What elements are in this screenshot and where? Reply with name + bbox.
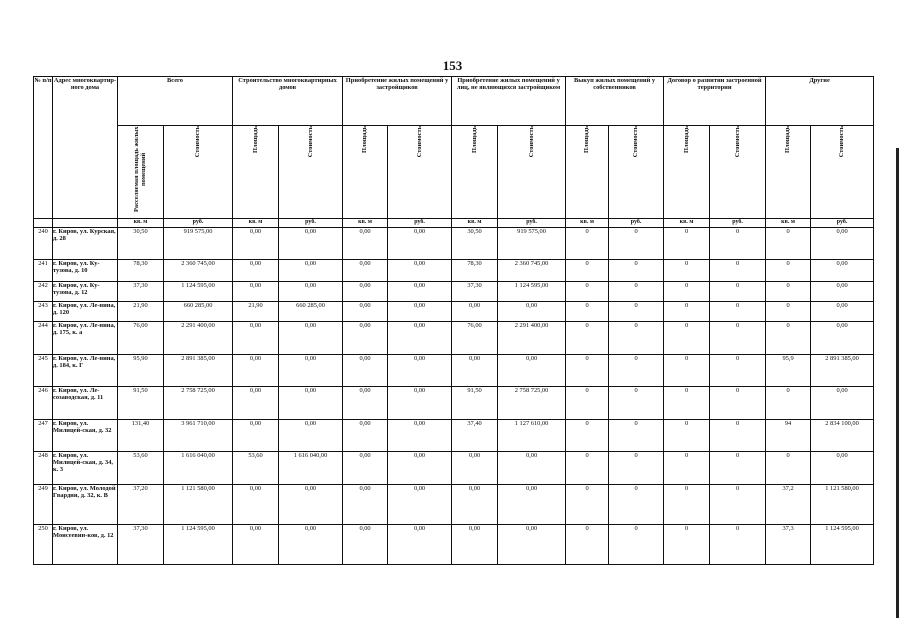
cost-cell: 0,00 [279, 282, 343, 302]
area-cell: 0 [766, 387, 811, 420]
area-cell: 0 [664, 302, 710, 322]
cost-cell: 0 [609, 485, 664, 525]
cost-cell: 0,00 [498, 302, 566, 322]
subheader-label: Стоимость [733, 126, 741, 158]
cost-cell: 1 121 580,00 [164, 485, 233, 525]
table-row [34, 355, 874, 387]
cost-cell: 0 [710, 452, 766, 485]
subheader-label: Стоимость [306, 126, 314, 158]
cost-cell: 0,00 [388, 355, 452, 387]
unit-cell-empty [53, 219, 118, 228]
header-other: Другие [766, 77, 874, 126]
unit-cell: кв. м [233, 219, 279, 228]
header-total: Всего [118, 77, 233, 126]
page-edge-bar [896, 148, 899, 618]
area-cell: 0 [664, 452, 710, 485]
area-cell: 37,20 [118, 485, 164, 525]
area-cell: 0 [566, 228, 609, 260]
area-cell: 0 [566, 387, 609, 420]
area-cell: 0,00 [343, 387, 388, 420]
cost-cell: 0 [609, 420, 664, 452]
subheader-label: Площадь [583, 126, 591, 153]
subheader-cost [388, 126, 452, 219]
row-address: г. Киров, ул. Курская, д. 28 [53, 228, 118, 260]
area-cell: 0,00 [452, 525, 498, 565]
area-cell: 0,00 [233, 485, 279, 525]
cost-cell: 1 124 595,00 [498, 282, 566, 302]
cost-cell: 0,00 [388, 322, 452, 355]
subheader-area [343, 126, 388, 219]
row-address: г. Киров, ул. Молодой Гвардии, д. 32, к. В [53, 485, 118, 525]
cost-cell: 0,00 [388, 260, 452, 282]
table-row [34, 260, 874, 282]
cost-cell: 2 291 400,00 [164, 322, 233, 355]
row-number: 242 [34, 282, 53, 302]
cost-cell: 0,00 [279, 420, 343, 452]
area-cell: 0 [566, 282, 609, 302]
area-cell: 0 [566, 452, 609, 485]
header-acq-developers: Приобретение жилых помещений у застройщиков [343, 77, 452, 126]
area-cell: 0 [766, 322, 811, 355]
cost-cell: 0,00 [388, 282, 452, 302]
area-cell: 0,00 [233, 387, 279, 420]
area-cell: 37,30 [452, 282, 498, 302]
unit-cell: кв. м [664, 219, 710, 228]
subheader-area [766, 126, 811, 219]
area-cell: 37,30 [118, 282, 164, 302]
cost-cell: 0,00 [388, 485, 452, 525]
row-address: г. Киров, ул. Ле-нина, д. 175, к. а [53, 322, 118, 355]
area-cell: 30,50 [452, 228, 498, 260]
row-address: г. Киров, ул. Милицей-ская, д. 32 [53, 420, 118, 452]
cost-cell: 0 [710, 387, 766, 420]
table-row [34, 387, 874, 420]
cost-cell: 0,00 [388, 228, 452, 260]
cost-cell: 1 124 595,00 [164, 282, 233, 302]
unit-cell: кв. м [118, 219, 164, 228]
area-cell: 76,00 [118, 322, 164, 355]
cost-cell: 0 [710, 228, 766, 260]
area-cell: 0,00 [452, 355, 498, 387]
area-cell: 21,90 [118, 302, 164, 322]
area-cell: 53,60 [233, 452, 279, 485]
subheader-label: Расселяемая площадь жилых помещений [133, 126, 148, 212]
area-cell: 0 [566, 420, 609, 452]
subheader-label: Площадь [784, 126, 792, 153]
area-cell: 53,60 [118, 452, 164, 485]
cost-cell: 0 [609, 282, 664, 302]
cost-cell: 1 124 595,00 [811, 525, 874, 565]
cost-cell: 0,00 [279, 525, 343, 565]
unit-cell: руб. [279, 219, 343, 228]
area-cell: 37,30 [118, 525, 164, 565]
cost-cell: 0,00 [279, 387, 343, 420]
area-cell: 0 [664, 485, 710, 525]
row-address: г. Киров, ул. Моисеевин-ков, д. 12 [53, 525, 118, 565]
unit-cell: руб. [710, 219, 766, 228]
unit-cell: кв. м [566, 219, 609, 228]
row-address: г. Киров, ул. Ку-тузова, д. 12 [53, 282, 118, 302]
row-number: 249 [34, 485, 53, 525]
subheader-area [664, 126, 710, 219]
subheader-label: Стоимость [527, 126, 535, 158]
subheader-cost [279, 126, 343, 219]
area-cell: 0 [566, 302, 609, 322]
subheader-label: Площадь [470, 126, 478, 153]
cost-cell: 1 616 040,00 [279, 452, 343, 485]
row-address: г. Киров, ул. Ку-тузова, д. 10 [53, 260, 118, 282]
subheader-cost [609, 126, 664, 219]
area-cell: 0 [664, 322, 710, 355]
area-cell: 0 [766, 260, 811, 282]
row-number: 245 [34, 355, 53, 387]
subheader-cost [710, 126, 766, 219]
table-row [34, 302, 874, 322]
subheader-area [233, 126, 279, 219]
cost-cell: 0,00 [279, 485, 343, 525]
table-row [34, 525, 874, 565]
row-address: г. Киров, ул. Ле-нина, д. 184, к. Г [53, 355, 118, 387]
area-cell: 37,2 [766, 485, 811, 525]
cost-cell: 0 [609, 452, 664, 485]
subheader-cost [164, 126, 233, 219]
subheader-area [452, 126, 498, 219]
cost-cell: 0,00 [498, 485, 566, 525]
table-row [34, 485, 874, 525]
row-number: 243 [34, 302, 53, 322]
subheader-label: Площадь [361, 126, 369, 153]
cost-cell: 0 [710, 525, 766, 565]
area-cell: 0,00 [233, 525, 279, 565]
area-cell: 0 [664, 282, 710, 302]
header-address: Адрес многоквартир-ного дома [53, 77, 118, 219]
area-cell: 0 [664, 525, 710, 565]
cost-cell: 660 285,00 [164, 302, 233, 322]
table-row [34, 282, 874, 302]
area-cell: 0 [766, 228, 811, 260]
row-number: 240 [34, 228, 53, 260]
area-cell: 0 [566, 355, 609, 387]
cost-cell: 2 891 385,00 [811, 355, 874, 387]
area-cell: 0 [766, 302, 811, 322]
area-cell: 95,90 [118, 355, 164, 387]
unit-cell: руб. [164, 219, 233, 228]
subheader-label: Стоимость [632, 126, 640, 158]
area-cell: 0,00 [343, 420, 388, 452]
cost-cell: 660 285,00 [279, 302, 343, 322]
area-cell: 131,40 [118, 420, 164, 452]
cost-cell: 0 [609, 322, 664, 355]
unit-cell: кв. м [343, 219, 388, 228]
cost-cell: 0,00 [811, 282, 874, 302]
cost-cell: 0,00 [388, 420, 452, 452]
subheader-total-area [118, 126, 164, 219]
cost-cell: 0,00 [811, 302, 874, 322]
subheader-cost [811, 126, 874, 219]
area-cell: 0,00 [343, 452, 388, 485]
area-cell: 37,3 [766, 525, 811, 565]
cost-cell: 0,00 [388, 387, 452, 420]
row-number: 246 [34, 387, 53, 420]
area-cell: 94 [766, 420, 811, 452]
cost-cell: 1 124 595,00 [164, 525, 233, 565]
unit-cell: руб. [498, 219, 566, 228]
cost-cell: 0,00 [498, 525, 566, 565]
cost-cell: 2 291 400,00 [498, 322, 566, 355]
subheader-area [566, 126, 609, 219]
row-address: г. Киров, ул. Ле-созаводская, д. 11 [53, 387, 118, 420]
area-cell: 0,00 [343, 355, 388, 387]
cost-cell: 0 [609, 387, 664, 420]
area-cell: 0,00 [343, 228, 388, 260]
table-row [34, 228, 874, 260]
cost-cell: 2 360 745,00 [498, 260, 566, 282]
row-number: 244 [34, 322, 53, 355]
header-buyout: Выкуп жилых помещений у собственников [566, 77, 664, 126]
table-row [34, 322, 874, 355]
area-cell: 0 [664, 420, 710, 452]
cost-cell: 0,00 [811, 452, 874, 485]
cost-cell: 0,00 [811, 260, 874, 282]
row-number: 241 [34, 260, 53, 282]
area-cell: 0,00 [343, 260, 388, 282]
area-cell: 0,00 [343, 322, 388, 355]
area-cell: 0,00 [233, 228, 279, 260]
cost-cell: 1 127 610,00 [498, 420, 566, 452]
area-cell: 0 [664, 228, 710, 260]
area-cell: 0 [664, 260, 710, 282]
cost-cell: 0,00 [279, 355, 343, 387]
table-row [34, 452, 874, 485]
area-cell: 0,00 [452, 302, 498, 322]
area-cell: 78,30 [118, 260, 164, 282]
cost-cell: 0 [710, 485, 766, 525]
area-cell: 0 [664, 387, 710, 420]
cost-cell: 0,00 [279, 260, 343, 282]
area-cell: 21,90 [233, 302, 279, 322]
subheader-cost [498, 126, 566, 219]
page-number: 153 [442, 58, 463, 73]
area-cell: 0,00 [343, 302, 388, 322]
area-cell: 0,00 [343, 485, 388, 525]
row-number: 248 [34, 452, 53, 485]
area-cell: 0,00 [233, 282, 279, 302]
area-cell: 0,00 [233, 420, 279, 452]
cost-cell: 0,00 [811, 322, 874, 355]
cost-cell: 0 [710, 355, 766, 387]
header-acq-non-developers: Приобретение жилых помещений у лиц, не являющихся застройщиком [452, 77, 566, 126]
cost-cell: 0,00 [811, 387, 874, 420]
cost-cell: 0,00 [279, 322, 343, 355]
cost-cell: 0,00 [811, 228, 874, 260]
cost-cell: 0,00 [498, 355, 566, 387]
cost-cell: 0 [609, 355, 664, 387]
area-cell: 0,00 [233, 322, 279, 355]
cost-cell: 2 360 745,00 [164, 260, 233, 282]
cost-cell: 0,00 [388, 302, 452, 322]
area-cell: 0,00 [452, 485, 498, 525]
subheader-label: Площадь [251, 126, 259, 153]
unit-cell-empty [34, 219, 53, 228]
area-cell: 0,00 [343, 525, 388, 565]
cost-cell: 0 [609, 228, 664, 260]
cost-cell: 0,00 [279, 228, 343, 260]
area-cell: 0,00 [452, 452, 498, 485]
unit-cell: кв. м [766, 219, 811, 228]
unit-cell: кв. м [452, 219, 498, 228]
cost-cell: 0 [710, 420, 766, 452]
cost-cell: 2 834 100,00 [811, 420, 874, 452]
area-cell: 0 [566, 260, 609, 282]
area-cell: 0,00 [343, 282, 388, 302]
subheader-label: Стоимость [415, 126, 423, 158]
cost-cell: 0 [710, 322, 766, 355]
cost-cell: 0 [710, 302, 766, 322]
housing-relocation-table [33, 76, 874, 565]
cost-cell: 0 [609, 302, 664, 322]
cost-cell: 919 575,00 [164, 228, 233, 260]
cost-cell: 3 961 710,00 [164, 420, 233, 452]
table-row [34, 420, 874, 452]
area-cell: 95,9 [766, 355, 811, 387]
area-cell: 76,00 [452, 322, 498, 355]
subheader-label: Стоимость [194, 126, 202, 158]
cost-cell: 0,00 [498, 452, 566, 485]
unit-cell: руб. [811, 219, 874, 228]
cost-cell: 0 [609, 260, 664, 282]
row-address: г. Киров, ул. Милицей-ская, д. 34, к. 3 [53, 452, 118, 485]
cost-cell: 1 616 040,00 [164, 452, 233, 485]
header-construction: Строительство многоквартирных домов [233, 77, 343, 126]
row-number: 247 [34, 420, 53, 452]
row-address: г. Киров, ул. Ле-нина, д. 120 [53, 302, 118, 322]
unit-cell: руб. [388, 219, 452, 228]
area-cell: 30,50 [118, 228, 164, 260]
area-cell: 78,30 [452, 260, 498, 282]
cost-cell: 0 [609, 525, 664, 565]
cost-cell: 0,00 [388, 525, 452, 565]
row-number: 250 [34, 525, 53, 565]
area-cell: 0 [766, 282, 811, 302]
area-cell: 0,00 [233, 355, 279, 387]
subheader-label: Стоимость [838, 126, 846, 158]
cost-cell: 0,00 [388, 452, 452, 485]
area-cell: 0 [766, 452, 811, 485]
area-cell: 91,50 [118, 387, 164, 420]
area-cell: 0 [566, 322, 609, 355]
header-dev-contract: Договор о развитии застроенной территории [664, 77, 766, 126]
area-cell: 0 [566, 525, 609, 565]
cost-cell: 2 758 725,00 [498, 387, 566, 420]
area-cell: 37,40 [452, 420, 498, 452]
unit-cell: руб. [609, 219, 664, 228]
cost-cell: 919 575,00 [498, 228, 566, 260]
area-cell: 0 [664, 355, 710, 387]
area-cell: 91,50 [452, 387, 498, 420]
header-no: № п/п [34, 77, 53, 219]
subheader-label: Площадь [682, 126, 690, 153]
area-cell: 0 [566, 485, 609, 525]
cost-cell: 1 121 580,00 [811, 485, 874, 525]
cost-cell: 0 [710, 260, 766, 282]
cost-cell: 2 891 385,00 [164, 355, 233, 387]
area-cell: 0,00 [233, 260, 279, 282]
cost-cell: 2 758 725,00 [164, 387, 233, 420]
cost-cell: 0 [710, 282, 766, 302]
